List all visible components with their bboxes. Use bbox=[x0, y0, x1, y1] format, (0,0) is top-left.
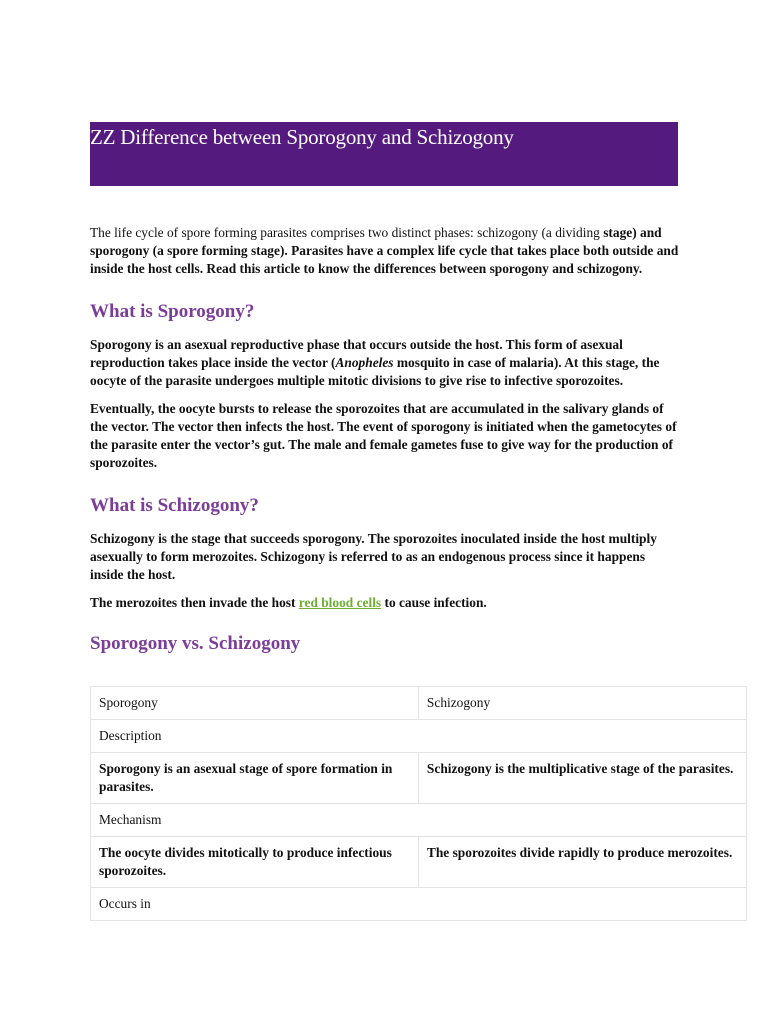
table-row bbox=[91, 720, 747, 753]
table-section-label: Mechanism bbox=[91, 804, 747, 837]
table-row bbox=[91, 837, 747, 888]
comparison-heading: Sporogony vs. Schizogony bbox=[90, 633, 301, 654]
table-cell: Schizogony is the multiplicative stage of the parasites. bbox=[418, 753, 746, 804]
schizogony-paragraph-1: Schizogony is the stage that succeeds sporogony. The sporozoites inoculated inside the host multiply asexually to form merozoites. Schizogony is referred to as an endogenous process since it happens inside the host. bbox=[90, 531, 657, 582]
sporogony-p1-before: Sporogony is an asexual reproductive phase that occurs outside the host. This form of asexual reproduction takes place inside the vector ( bbox=[90, 337, 623, 370]
sporogony-p1-italic: Anopheles bbox=[335, 355, 394, 370]
table-cell: The oocyte divides mitotically to produce infectious sporozoites. bbox=[91, 837, 419, 888]
intro-paragraph bbox=[90, 224, 680, 278]
table-section-label: Description bbox=[91, 720, 747, 753]
red-blood-cells-link[interactable]: red blood cells bbox=[298, 595, 382, 610]
schizogony-p2-after: to cause infection. bbox=[381, 595, 487, 610]
sporogony-paragraph-2: Eventually, the oocyte bursts to release the sporozoites that are accumulated in the salivary glands of the vector. The vector then infects the host. The event of sporogony is initiated when the gametocytes of the parasite enter the vector’s gut. The male and female gametes fuse to give way for the production of sporozoites. bbox=[90, 401, 677, 470]
comparison-table bbox=[90, 686, 747, 921]
table-row bbox=[91, 888, 747, 921]
table-header-schizogony: Schizogony bbox=[418, 687, 746, 720]
sporogony-paragraph-1 bbox=[90, 336, 680, 390]
table-header-sporogony: Sporogony bbox=[91, 687, 419, 720]
table-section-label: Occurs in bbox=[91, 888, 747, 921]
intro-bold-text: stage) and sporogony (a spore forming stage). Parasites have a complex life cycle that takes place both outside and inside the host cells. Read this article to know the differences between sporogony and schizogony. bbox=[90, 225, 679, 276]
schizogony-p2-before: The merozoites then invade the host bbox=[90, 595, 299, 610]
table-row bbox=[91, 804, 747, 837]
sporogony-heading: What is Sporogony? bbox=[90, 301, 255, 322]
table-row bbox=[91, 753, 747, 804]
intro-normal-text: The life cycle of spore forming parasites comprises two distinct phases: schizogony (a dividing bbox=[90, 225, 600, 240]
schizogony-paragraph-2 bbox=[90, 594, 680, 612]
table-row bbox=[91, 687, 747, 720]
sporogony-p1-after: mosquito in case of malaria). At this stage, the oocyte of the parasite undergoes multiple mitotic divisions to give rise to infective sporozoites. bbox=[90, 355, 660, 388]
page-title: ZZ Difference between Sporogony and Schizogony bbox=[90, 125, 514, 149]
title-banner bbox=[90, 122, 678, 186]
schizogony-heading: What is Schizogony? bbox=[90, 495, 259, 516]
table-cell: The sporozoites divide rapidly to produce merozoites. bbox=[418, 837, 746, 888]
table-cell: Sporogony is an asexual stage of spore formation in parasites. bbox=[91, 753, 419, 804]
article-body bbox=[90, 224, 680, 668]
